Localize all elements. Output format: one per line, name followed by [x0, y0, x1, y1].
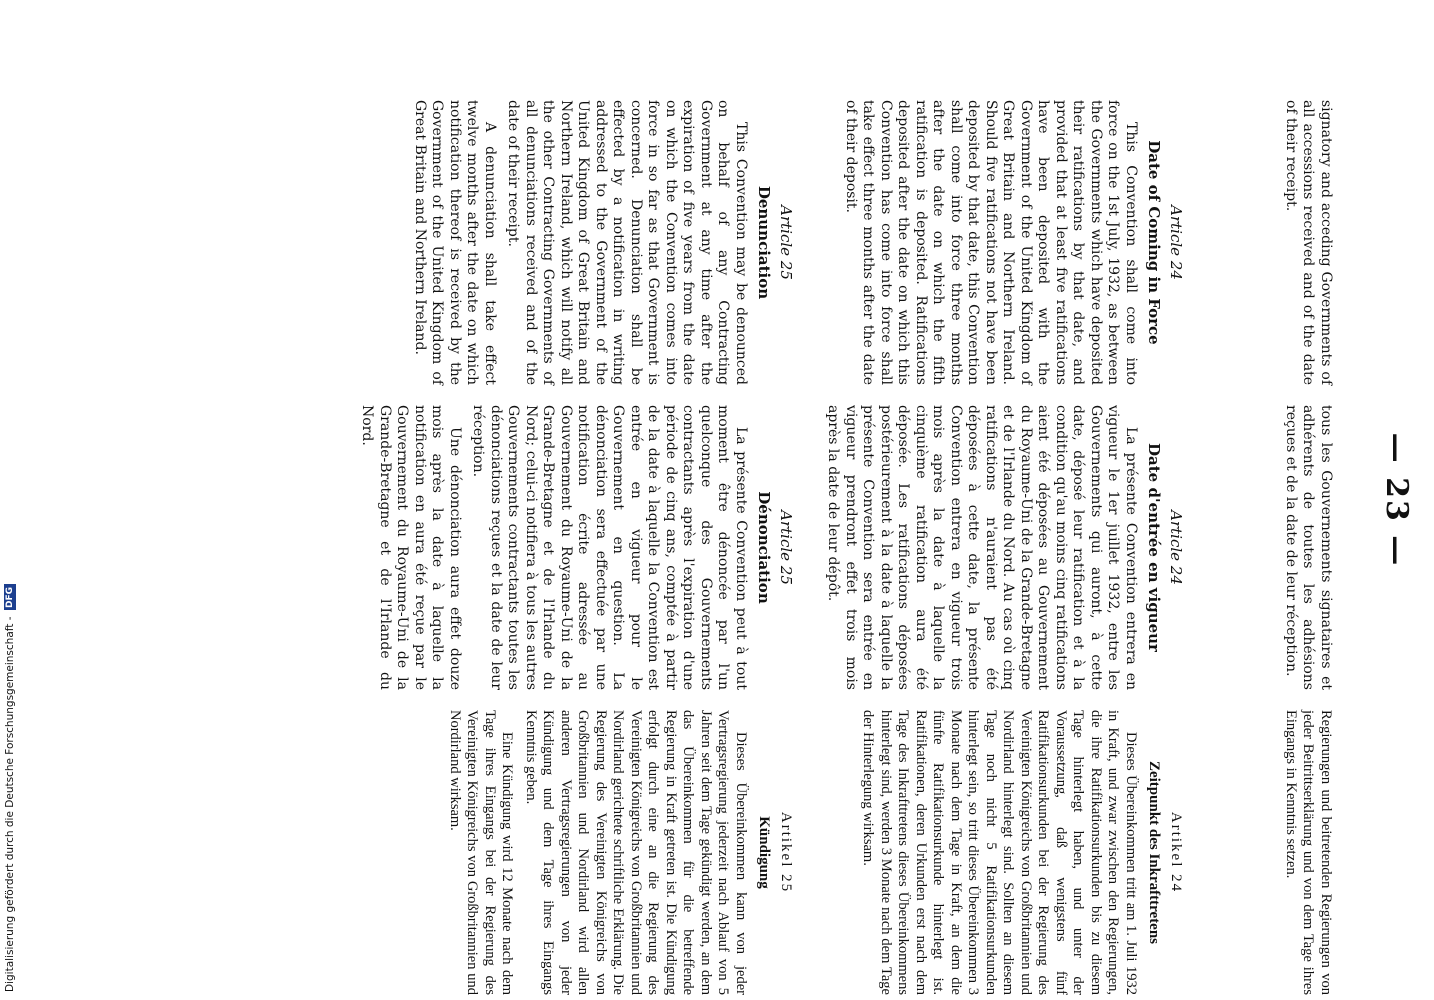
french-article-25-title: Dénonciation: [755, 491, 774, 604]
german-article-25-text-1: Dieses Übereinkommen kann von jeder Vertragsregierung jederzeit nach Ablauf von 5 Jahren seit dem Tage gekündigt werden, an dem das Übereinkommen für die betreffende Regierung in Kraft getreten ist. Die Kündigung erfolgt durch eine an die Regierung des Vereinigten Königreichs von Großbritannien und Nordirland gerichtete schriftliche Erklärung. Die Regierung des Vereinigten Königreichs von Großbritannien und Nordirland wird allen anderen Vertragsregierungen von jeder Kündigung und dem Tage ihres Eingangs Kenntnis geben.: [523, 710, 749, 995]
german-article-25: [446, 710, 795, 995]
english-article-24-title: Date of Coming in Force: [1145, 140, 1164, 345]
page-number: — 23 —: [1379, 432, 1414, 568]
english-article-25-title: Denunciation: [755, 185, 774, 300]
english-article-25: [411, 100, 795, 385]
german-article-24-label: Artikel 24: [1168, 811, 1184, 894]
german-intro: [1282, 710, 1335, 995]
french-intro-text: tous les Gouvernements signataires et adhérents de toutes les adhésions reçues et de la date de leur réception.: [1283, 405, 1334, 690]
german-article-24: [859, 710, 1184, 995]
french-intro: [1282, 405, 1335, 690]
german-article-25-title: Kündigung: [756, 816, 773, 889]
english-article-24: [842, 100, 1185, 385]
german-article-24-title: Zeitpunkt des Inkrafttretens: [1146, 760, 1163, 945]
french-article-24-title: Date d'entrée en vigueur: [1145, 443, 1164, 652]
french-article-25-text-1: La présente Convention peut à tout moment être dénoncée par l'un quelconque des Gouvernements contractants après l'expiration d'une période de cinq ans, comptée à partir de la date à laquelle la Convention est entrée en vigueur pour le Gouvernement en question. La dénonciation sera effectuée par une notification écrite adressée au Gouvernement du Royaume-Uni de la Grande-Bretagne et de l'Irlande du Nord; celui-ci notifiera à tous les autres Gouvernements contractants toutes les dénonciations reçues et la date de leur réception.: [470, 405, 749, 690]
english-article-24-label: Article 24: [1167, 205, 1185, 280]
footer-text: Digitalisierung gefördert durch die Deutsche Forschungsgemeinschaft -: [4, 616, 16, 992]
digitization-footer: [0, 0, 20, 1000]
french-article-25: [358, 405, 794, 690]
german-article-25-text-2: Eine Kündigung wird 12 Monate nach dem Tage ihres Eingangs bei der Regierung des Vereinigten Königreichs von Großbritannien und Nordirland wirksam.: [447, 710, 516, 995]
french-article-24-text: La présente Convention entrera en vigueur le 1er juillet 1932, entre les Gouvernements qui auront, à cette date, déposé leur ratification et à la condition qu'au moins cinq ratifications aient été déposées au Gouvernement du Royaume-Uni de la Grande-Bretagne et de l'Irlande du Nord. Au cas où cinq ratifications n'auraient pas été déposées à cette date, la présente Convention entrera en vigueur trois mois après la date à laquelle la cinquième ratification aura été déposée. Les ratifications déposées postérieurement à la date à laquelle la présente Convention sera entrée en vigueur prendront effet trois mois après la date de leur dépôt.: [825, 405, 1139, 690]
english-intro: [1282, 100, 1335, 385]
german-article-25-label: Artikel 25: [778, 811, 794, 894]
english-intro-text: signatory and acceding Governments of all accessions received and of the date of their receipt.: [1283, 100, 1334, 385]
english-article-25-label: Article 25: [777, 205, 795, 280]
german-intro-text: Regierungen und beitretenden Regierungen von jeder Beitrittserklärung und von dem Tage ihres Eingangs in Kenntnis setzen.: [1283, 710, 1334, 995]
french-article-25-text-2: Une dénonciation aura effet douze mois après la date à laquelle la notification en aura été reçue par le Gouvernement du Royaume-Uni de la Grande-Bretagne et de l'Irlande du Nord.: [359, 405, 463, 690]
dfg-logo: DFG: [4, 584, 16, 610]
english-article-25-text-1: This Convention may be denounced on behalf of any Contracting Government at any time after the expiration of five years from the date on which the Convention comes into force in so far as that Government is concerned. Denunciation shall be effected by a notification in writing addressed to the Government of the United Kingdom of Great Britain and Northern Ireland, which will notify all the other Contracting Governments of all denunciations received and of the date of their receipt.: [505, 100, 749, 385]
english-article-24-text: This Convention shall come into force on the 1st July, 1932, as between the Governments which have deposited their ratifications by that date, and provided that at least five ratifications have been deposited with the Government of the United Kingdom of Great Britain and Northern Ireland. Should five ratifications not have been deposited by that date, this Convention shall come into force three months after the date on which the fifth ratification is deposited. Ratifications deposited after the date on which this Convention has come into force shall take effect three months after the date of their deposit.: [843, 100, 1139, 385]
french-article-24-label: Article 24: [1167, 510, 1185, 585]
german-article-24-text: Dieses Übereinkommen tritt am 1. Juli 1932 in Kraft, und zwar zwischen den Regierungen, die ihre Ratifikationsurkunden bis zu diesem Tage hinterlegt haben, und unter der Voraussetzung, daß wenigstens fünf Ratifikationsurkunden bei der Regierung des Vereinigten Königreichs von Großbritannien und Nordirland hinterlegt sind. Sollten an diesem Tage noch nicht 5 Ratifikationsurkunden hinterlegt sein, so tritt dieses Übereinkommen 3 Monate nach dem Tage in Kraft, an dem die fünfte Ratifikationsurkunde hinterlegt ist. Ratifikationen, deren Urkunden erst nach dem Tage des Inkrafttretens dieses Übereinkommens hinterlegt sind, werden 3 Monate nach dem Tage der Hinterlegung wirksam.: [860, 710, 1139, 995]
french-article-25-label: Article 25: [777, 510, 795, 585]
french-article-24: [824, 405, 1184, 690]
english-article-25-text-2: A denunciation shall take effect twelve months after the date on which notification thereof is received by the Government of the United Kingdom of Great Britain and Northern Ireland.: [412, 100, 498, 385]
